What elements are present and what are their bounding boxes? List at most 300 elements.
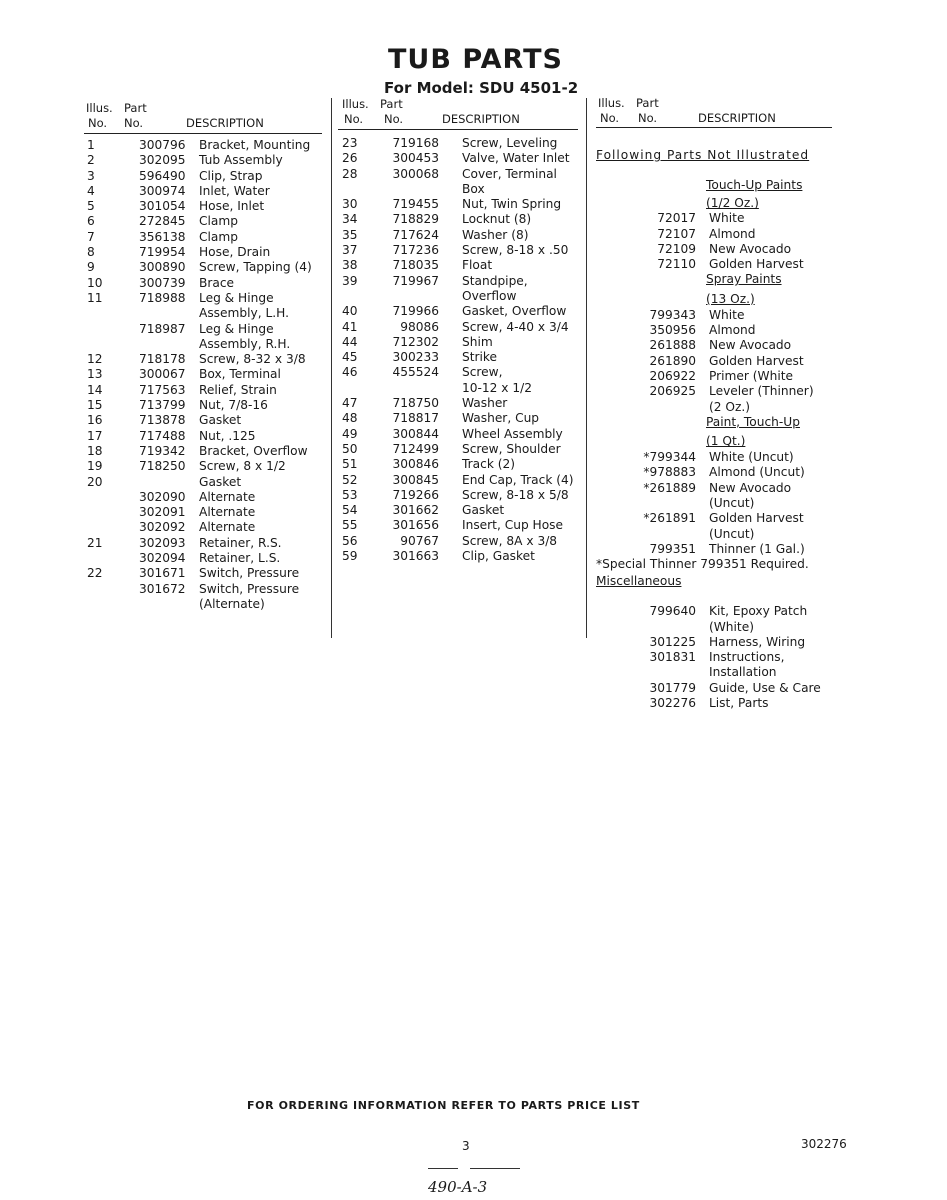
part-number: 718988 [139,290,186,305]
part-number: 72109 [657,241,696,256]
description-label: DESCRIPTION [698,111,776,125]
illus-number: 34 [342,212,358,227]
part-number: 302090 [139,489,186,504]
part-number: 302093 [139,535,186,550]
illus-number: 19 [87,459,103,474]
part-number: 261890 [649,353,696,368]
spray-heading: Spray Paints [706,272,782,287]
part-description: Screw, [462,365,503,380]
parts-row [87,138,327,153]
parts-row [596,650,846,665]
part-description: Assembly, L.H. [199,306,289,321]
illus-number: 6 [87,214,95,229]
part-number: *978883 [643,465,696,480]
parts-row [342,549,582,564]
parts-row [342,411,582,426]
illus-number: 48 [342,411,358,426]
part-description: Screw, Shoulder [462,441,561,456]
part-description: Bracket, Overflow [199,443,308,458]
parts-row [342,457,582,472]
part-number: 717236 [392,243,439,258]
illus-number: 14 [87,382,103,397]
part-description: (Uncut) [709,496,755,511]
part-description: Switch, Pressure [199,566,300,581]
part-number: 272845 [139,214,186,229]
parts-row [87,184,327,199]
part-description: Brace [199,275,235,290]
part-description: Switch, Pressure [199,581,300,596]
ordering-footer: FOR ORDERING INFORMATION REFER TO PARTS PRICE LIST [247,1099,640,1112]
illus-number: 51 [342,457,358,472]
illus-number: 13 [87,367,103,382]
part-description: Bracket, Mounting [199,138,311,152]
parts-row [342,488,582,503]
illus-number: 52 [342,472,358,487]
part-description: Almond (Uncut) [709,465,805,480]
part-description: Valve, Water Inlet [462,151,570,166]
page-number: 3 [462,1139,470,1153]
parts-row [87,597,327,612]
parts-row [342,518,582,533]
illus-number: 35 [342,227,358,242]
not-illustrated-heading: Following Parts Not Illustrated [596,148,810,162]
part-number: 302095 [139,153,186,168]
part-description: Screw, Leveling [462,136,558,150]
parts-row [87,475,327,490]
part-description: New Avocado [709,241,792,256]
parts-row [342,274,582,289]
illus-number: 11 [87,290,103,305]
part-number: 301671 [139,566,186,581]
part-description: Washer, Cup [462,411,540,426]
part-description: Gasket [199,474,242,489]
parts-row [596,681,846,696]
illus-number: 53 [342,487,358,502]
part-description: New Avocado [709,480,792,495]
description-label: DESCRIPTION [186,116,264,130]
part-description: Nut, 7/8-16 [199,398,268,413]
part-description: Wheel Assembly [462,426,563,441]
part-description: Nut, .125 [199,428,256,443]
column1-header-rule [84,133,322,134]
part-description: Clip, Gasket [462,549,535,564]
column3-header-rule [596,127,832,128]
part-no-label: No. [638,111,658,125]
illus-number: 4 [87,183,95,198]
parts-column-2 [342,136,582,564]
part-number: *261889 [643,480,696,495]
part-number: 302276 [649,696,696,711]
part-description: Golden Harvest [709,511,804,526]
parts-row [342,350,582,365]
illus-number: 12 [87,352,103,367]
column2-header-rule [338,129,578,130]
parts-row [87,520,327,535]
parts-row [342,228,582,243]
part-description: Clamp [199,214,238,229]
part-number: 799343 [649,307,696,322]
part-description: Assembly, R.H. [199,336,291,351]
part-number: 300844 [392,426,439,441]
part-description: Standpipe, [462,273,528,288]
touch-up-list [596,211,846,272]
part-description: Cover, Terminal [462,166,557,181]
column-divider-right [586,98,587,638]
parts-row [87,276,327,291]
parts-row [87,367,327,382]
part-description: Retainer, R.S. [199,535,282,550]
part-number: 596490 [139,168,186,183]
part-description: Nut, Twin Spring [462,197,562,212]
parts-row [596,620,846,635]
part-description: List, Parts [709,696,769,711]
part-description: (2 Oz.) [709,399,751,414]
parts-row [87,413,327,428]
parts-row [596,527,846,542]
illus-number: 22 [87,566,103,581]
paint-heading: Paint, Touch-Up [706,414,800,429]
model-subtitle: For Model: SDU 4501-2 [384,79,579,97]
document-number: 302276 [801,1137,847,1151]
part-description: Retainer, L.S. [199,551,281,566]
parts-row [596,696,846,711]
part-description: Washer (8) [462,227,529,242]
part-number: 300233 [392,350,439,365]
part-number: 799351 [649,541,696,556]
parts-row [596,257,846,272]
parts-row [342,473,582,488]
part-description: (Uncut) [709,526,755,541]
illus-no-label: No. [344,112,364,126]
parts-row [87,459,327,474]
part-number: 719966 [392,304,439,319]
part-description: 10-12 x 1/2 [462,380,532,395]
illus-label: Illus. [598,96,625,110]
illus-number: 50 [342,441,358,456]
illus-number: 7 [87,229,95,244]
illus-number: 3 [87,168,95,183]
part-number: 300796 [139,138,186,152]
part-number: 300846 [392,457,439,472]
column-divider-left [331,98,332,638]
part-number: 712499 [392,441,439,456]
part-number: 718829 [392,212,439,227]
part-number: 301831 [649,650,696,665]
parts-row [342,289,582,304]
illus-number: 26 [342,151,358,166]
illus-number: 40 [342,304,358,319]
illus-number: 54 [342,503,358,518]
parts-row [87,383,327,398]
illus-number: 10 [87,275,103,290]
parts-row [596,369,846,384]
illus-number: 5 [87,199,95,214]
part-number: 301656 [392,518,439,533]
part-number: 302092 [139,520,186,535]
parts-row [342,182,582,197]
part-description: Clamp [199,229,238,244]
part-label: Part [636,96,659,110]
part-number: 90767 [400,533,439,548]
illus-label: Illus. [86,101,113,115]
part-number: 713878 [139,413,186,428]
part-description: Guide, Use & Care [709,680,821,695]
part-number: 301054 [139,199,186,214]
parts-row [596,384,846,399]
part-description: Tub Assembly [199,153,283,168]
part-number: *799344 [643,450,696,465]
parts-row [87,230,327,245]
part-number: 261888 [649,338,696,353]
part-description: White (Uncut) [709,450,794,465]
part-number: 712302 [392,334,439,349]
parts-row [596,211,846,226]
part-number: 98086 [400,319,439,334]
parts-row [87,551,327,566]
part-number: 799640 [649,604,696,619]
part-description: Installation [709,665,777,680]
parts-row [87,536,327,551]
parts-row [342,212,582,227]
parts-row [342,365,582,380]
parts-row [87,505,327,520]
part-number: 718178 [139,352,186,367]
part-description: Instructions, [709,650,785,665]
parts-row [87,490,327,505]
part-number: 300890 [139,260,186,275]
part-description: Strike [462,350,498,365]
spray-size: (13 Oz.) [706,291,755,306]
illus-number: 8 [87,245,95,260]
part-description: End Cap, Track (4) [462,472,574,487]
parts-row [342,427,582,442]
paint-size: (1 Qt.) [706,434,746,449]
parts-row [596,338,846,353]
parts-row [342,136,582,151]
part-description: Overflow [462,288,517,303]
part-number: 719168 [392,136,439,150]
illus-number: 28 [342,166,358,181]
parts-row [596,465,846,480]
part-number: 713799 [139,398,186,413]
illus-number: 44 [342,334,358,349]
part-description: Box [462,181,485,196]
parts-row [342,151,582,166]
part-description: Alternate [199,489,256,504]
parts-row [596,604,846,619]
part-description: Hose, Drain [199,245,271,260]
part-number: 302094 [139,551,186,566]
illus-number: 30 [342,197,358,212]
parts-row [87,153,327,168]
part-number: 718250 [139,459,186,474]
part-description: Leg & Hinge [199,321,274,336]
parts-row [342,243,582,258]
part-number: 301672 [139,581,186,596]
illus-number: 56 [342,533,358,548]
part-number: 300974 [139,183,186,198]
part-label: Part [124,101,147,115]
parts-row [342,534,582,549]
part-no-label: No. [124,116,144,130]
parts-column-1 [87,138,327,612]
part-description: New Avocado [709,338,792,353]
part-description: Track (2) [462,457,516,472]
parts-row [342,320,582,335]
part-description: Hose, Inlet [199,199,265,214]
parts-row [342,396,582,411]
part-description: Harness, Wiring [709,634,806,649]
parts-row [596,400,846,415]
part-label: Part [380,97,403,111]
illus-number: 15 [87,398,103,413]
part-description: Screw, 8-18 x 5/8 [462,487,569,502]
part-description: Alternate [199,520,256,535]
part-description: Inlet, Water [199,183,270,198]
part-description: Insert, Cup Hose [462,518,564,533]
parts-row [87,582,327,597]
part-number: 717563 [139,382,186,397]
part-description: Shim [462,334,493,349]
parts-row [596,665,846,680]
illus-number: 55 [342,518,358,533]
parts-row [596,308,846,323]
parts-row [87,214,327,229]
part-number: 718987 [139,321,186,336]
illus-number: 47 [342,396,358,411]
part-number: 719954 [139,245,186,260]
part-number: 455524 [392,365,439,380]
illus-number: 9 [87,260,95,275]
part-description: Washer [462,396,508,411]
part-number: 301662 [392,503,439,518]
part-number: 302091 [139,505,186,520]
underline-mark [428,1168,458,1169]
parts-row [87,337,327,352]
illus-number: 18 [87,443,103,458]
parts-row [342,442,582,457]
part-description: Gasket [199,413,242,428]
parts-row [87,322,327,337]
part-description: Screw, 8-32 x 3/8 [199,352,306,367]
parts-row [596,242,846,257]
handwritten-note: 490-A-3 [428,1178,488,1196]
parts-row [87,429,327,444]
part-number: 300067 [139,367,186,382]
illus-number: 20 [87,474,103,489]
parts-row [596,450,846,465]
part-description: Almond [709,226,756,241]
part-number: 719455 [392,197,439,212]
parts-row [342,304,582,319]
misc-heading: Miscellaneous [596,574,682,589]
part-number: 719266 [392,487,439,502]
part-number: 300845 [392,472,439,487]
part-description: Screw, Tapping (4) [199,260,312,275]
parts-row [87,169,327,184]
part-number: 72017 [657,211,696,226]
spray-list [596,308,846,415]
parts-row [87,291,327,306]
part-description: Leg & Hinge [199,290,274,305]
illus-number: 21 [87,535,103,550]
part-description: Screw, 8-18 x .50 [462,243,569,258]
part-number: 301663 [392,549,439,564]
illus-number: 17 [87,428,103,443]
part-description: Primer (White [709,368,793,383]
illus-number: 1 [87,138,95,152]
parts-row [87,306,327,321]
part-number: *261891 [643,511,696,526]
parts-row [87,260,327,275]
part-number: 717624 [392,227,439,242]
part-number: 72107 [657,226,696,241]
part-description: Screw, 4-40 x 3/4 [462,319,569,334]
illus-number: 41 [342,319,358,334]
parts-row [87,444,327,459]
parts-row [342,167,582,182]
part-description: Leveler (Thinner) [709,384,814,399]
parts-row [596,354,846,369]
part-description: White [709,211,745,226]
parts-row [596,635,846,650]
part-description: Gasket [462,503,505,518]
part-description: Box, Terminal [199,367,281,382]
part-no-label: No. [384,112,404,126]
illus-number: 46 [342,365,358,380]
parts-column-3 [596,148,846,711]
part-description: Clip, Strap [199,168,263,183]
part-number: 72110 [657,257,696,272]
part-number: 718750 [392,396,439,411]
part-number: 301225 [649,634,696,649]
parts-row [87,245,327,260]
touch-up-size: (1/2 Oz.) [706,196,759,211]
illus-number: 49 [342,426,358,441]
parts-row [596,542,846,557]
parts-row [342,503,582,518]
part-description: Locknut (8) [462,212,532,227]
part-description: White [709,307,745,322]
part-description: Relief, Strain [199,382,277,397]
part-number: 718817 [392,411,439,426]
part-number: 300453 [392,151,439,166]
parts-row [87,398,327,413]
parts-row [342,335,582,350]
part-description: Kit, Epoxy Patch [709,604,808,619]
part-description: (White) [709,619,754,634]
parts-row [596,481,846,496]
illus-number: 39 [342,273,358,288]
illus-number: 2 [87,153,95,168]
illus-number: 16 [87,413,103,428]
page-title: TUB PARTS [388,44,563,75]
parts-row [596,511,846,526]
parts-row [87,352,327,367]
misc-list [596,604,846,711]
part-number: 719967 [392,273,439,288]
parts-row [596,323,846,338]
parts-row [87,566,327,581]
illus-number: 59 [342,549,358,564]
parts-row [87,199,327,214]
parts-row [596,227,846,242]
part-number: 718035 [392,258,439,273]
column1-header [86,101,326,131]
illus-number: 45 [342,350,358,365]
part-number: 719342 [139,443,186,458]
part-number: 356138 [139,229,186,244]
